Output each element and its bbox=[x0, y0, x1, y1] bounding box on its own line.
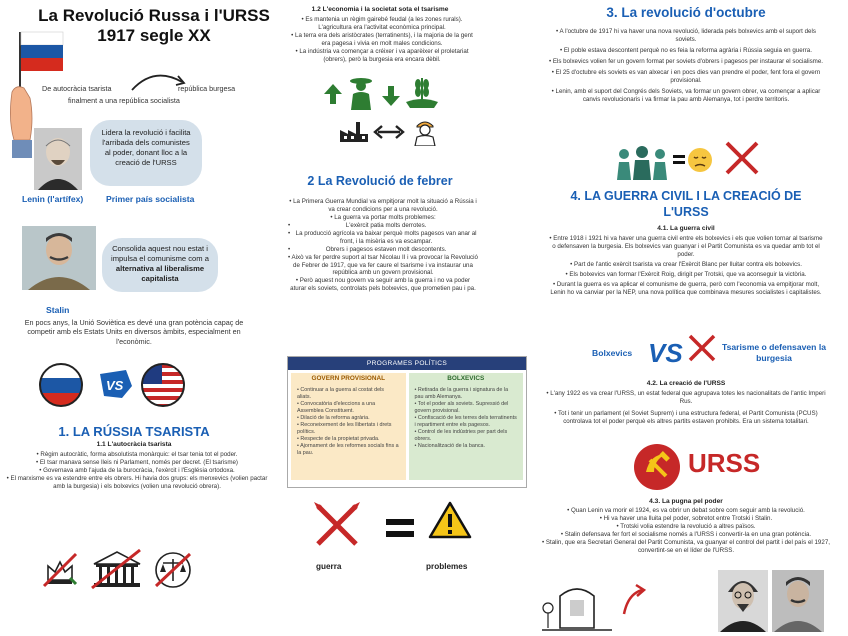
bullet-dot: • bbox=[288, 221, 291, 229]
table-column-provisional bbox=[291, 373, 406, 480]
warning-icon bbox=[428, 500, 472, 540]
section4-title bbox=[548, 188, 824, 221]
list-item: • Durant la guerra es va aplicar el comunisme de guerra, però com l'economia va empitjorar molt, Lenin ho va canviar per la NEP, una nova política que combinava mesures socialistes i capitalistes. bbox=[550, 280, 822, 296]
table-cell: • Nacionalització de la banca. bbox=[414, 443, 486, 450]
factory-icon bbox=[338, 118, 370, 144]
no-crown-icon bbox=[40, 550, 80, 590]
table-cell: • Reconeixement de les llibertats i drets polítics. bbox=[297, 422, 392, 436]
list-item bbox=[288, 230, 478, 246]
list-item: • La guerra va portar molts problemes: bbox=[330, 213, 436, 221]
table-cell: • Retirada de la guerra i signatura de la pau amb Alemanya. bbox=[414, 387, 509, 401]
problems-label: problemes bbox=[426, 562, 468, 571]
list-item: • La Primera Guerra Mundial va empitjorar molt la situació a Rússia i va crear condicions per a una revolució. bbox=[289, 198, 477, 213]
table-cell: • Continuar a la guerra al costat dels aliats. bbox=[297, 387, 384, 401]
table-cell: • Dilació de la reforma agrària. bbox=[297, 415, 370, 422]
crossed-rifles-icon bbox=[312, 500, 362, 550]
list-item: • Part de l'antic exèrcit tsarista va crear l'Exèrcit Blanc per lluitar contra els bolxevics. bbox=[570, 260, 802, 268]
list-item: • Els bolxevics van formar l'Exèrcit Roig, dirigit per Trotski, que va aconseguir la victòria. bbox=[565, 270, 807, 278]
list-item bbox=[288, 246, 478, 254]
list-item-text: Obrers i pagesos estaven molt descontents. bbox=[325, 245, 447, 253]
stalin-portrait bbox=[22, 226, 96, 290]
list-item: • La indústria va començar a créixer i va aparèixer el proletariat (obrers), però la burgesia era encara dèbil. bbox=[295, 47, 469, 63]
list-item: • Entre 1918 i 1921 hi va haver una guerra civil entre els bolxevics i els que volien tornar al tsarisme o defensaven la burgesia. Els bolxevics van guanyar i el Partit Comunista es va quedar amb tot el poder. bbox=[549, 235, 823, 258]
section43-bullets bbox=[540, 507, 832, 555]
hammer-sickle-icon bbox=[632, 442, 682, 492]
lenin-caption: Lenin (l'artífex) bbox=[22, 194, 84, 204]
list-item: • Stalin defensava fer fort el socialisme només a l'URSS i convertir-la en una gran potència. bbox=[560, 530, 812, 538]
list-item: • Hi va haver una lluita pel poder, sobretot entre Trotski i Stalin. bbox=[599, 514, 773, 522]
tsarism-label: Tsarisme o defensaven la burgesia bbox=[722, 342, 826, 364]
lenin-grave-icon bbox=[540, 578, 614, 632]
equals-icon bbox=[384, 516, 416, 540]
bullet-dot: • bbox=[288, 245, 291, 253]
down-arrow-icon bbox=[380, 84, 402, 108]
list-item: • Tot i tenir un parlament (el Soviet Suprem) i una estructura federal, el Partit Comunista (PCUS) controlava tot el poder perquè els altres partits estaven prohibits. Era un sistema totalitari. bbox=[554, 409, 818, 425]
crossed-rifles-icon bbox=[722, 138, 762, 178]
farmer-icon bbox=[346, 74, 376, 110]
section1-title: 1. LA RÚSSIA TSARISTA bbox=[58, 424, 210, 439]
list-item-text: L'exèrcit patia molts derrotes. bbox=[345, 221, 427, 229]
stalin-bubble bbox=[102, 238, 218, 292]
list-item: • La terra era dels aristòcrates (terratinents), i la majoria de la gent era pagesa i vivia en molt males condicions. bbox=[291, 31, 473, 47]
main-title-line1: La Revolució Russa i l'URSS bbox=[38, 6, 270, 25]
lenin-portrait bbox=[34, 128, 82, 190]
section1-bullets bbox=[4, 451, 270, 491]
arrow-icon bbox=[620, 582, 650, 618]
list-item bbox=[288, 222, 478, 230]
people-group-icon bbox=[614, 146, 670, 182]
vs-icon bbox=[96, 368, 136, 402]
no-justice-scale-icon bbox=[152, 550, 194, 590]
section1-subtitle: 1.1 L'autocràcia tsarista bbox=[96, 441, 172, 448]
section41-subtitle: 4.1. La guerra civil bbox=[657, 225, 715, 232]
section41-bullets bbox=[548, 235, 824, 297]
column-header: BOLXEVICS bbox=[447, 375, 485, 382]
vs-icon bbox=[646, 334, 684, 370]
list-item: • El poble estava descontent perquè no es feia la reforma agrària i Rússia seguia en guerra. bbox=[560, 46, 812, 54]
section42-subtitle: 4.2. La creació de l'URSS bbox=[646, 380, 726, 387]
crossed-rifles-icon bbox=[686, 332, 718, 364]
column-header: GOVERN PROVISIONAL bbox=[311, 375, 385, 382]
equals-icon bbox=[672, 152, 686, 166]
section3-bullets bbox=[548, 28, 824, 104]
table-column-bolsheviks bbox=[409, 373, 524, 480]
usa-flag-circle-icon bbox=[140, 362, 186, 408]
main-title-line2: 1917 segle XX bbox=[97, 25, 211, 45]
list-item: • Es mantenia un règim gairebé feudal (a les zones rurals). L'agricultura era l'activitat econòmica principal. bbox=[301, 16, 463, 31]
war-label: guerra bbox=[316, 562, 342, 571]
russia-flag-circle-icon bbox=[38, 362, 84, 408]
table-cell: • Tot el poder als soviets. Supressió del govern provisional. bbox=[414, 401, 509, 415]
up-arrow-icon bbox=[322, 82, 344, 106]
list-item: • A l'octubre de 1917 hi va haver una nova revolució, liderada pels bolxevics amb el suport dels soviets. bbox=[556, 28, 816, 43]
political-programs-table bbox=[287, 356, 527, 488]
section3-title: 3. La revolució d'octubre bbox=[606, 5, 766, 20]
table-cell: • Control de les indústries per part dels obrers. bbox=[414, 429, 508, 443]
wheat-hands-icon bbox=[404, 76, 440, 108]
table-title: PROGRAMES POLÍTICS bbox=[288, 357, 526, 370]
list-item: • Governava amb l'ajuda de la burocràcia, l'exèrcit i l'Església ortodoxa. bbox=[39, 466, 235, 474]
socialist-republic-label: finalment a una república socialista bbox=[68, 96, 180, 105]
table-cell: • Convocatòria d'eleccions a una Assemblea Constituent. bbox=[297, 401, 376, 415]
no-parliament-icon bbox=[90, 548, 144, 590]
bullet-dot: • bbox=[288, 229, 291, 237]
list-item-text: La producció agrícola va baixar perquè molts pagesos van anar al front, i la misèria es va escampar. bbox=[295, 229, 477, 245]
list-item: • El 25 d'octubre els soviets es van alxecar i en pocs dies van prendre el poder, fent fora el govern provisional. bbox=[551, 68, 821, 84]
list-item: • El marxisme es va estendre entre els obrers. Hi havia dos grups: els menxevics (volien pactar amb la burgesia) i els bolxevics (volien una revolució obrera). bbox=[6, 474, 268, 490]
list-item: • Els bolxevics volien fer un govern format per soviets d'obrers i pagesos per instaurar el socialisme. bbox=[548, 57, 823, 65]
table-cell: • Respecte de la propietat privada. bbox=[297, 436, 380, 443]
list-item: • Això va fer perdre suport al tsar Nicolau II i va provocar la Revolució de Febrer de 1917, que va fer caure el tsarisme i va instaurar una república amb un govern provisional. bbox=[288, 253, 478, 277]
autocracy-label: De autocràcia tsarista bbox=[42, 84, 112, 93]
list-item: • Quan Lenin va morir el 1924, es va obrir un debat sobre com seguir amb la revolució. bbox=[567, 507, 805, 514]
trotsky-portrait bbox=[718, 570, 768, 632]
stalin-bubble-bold: alternativa al liberalisme capitalista bbox=[115, 264, 205, 284]
list-item: • Règim autocràtic, forma absolutista monàrquic: el tsar tenia tot el poder. bbox=[36, 451, 238, 458]
list-item: • Stalin, que era Secretari General del Partit Comunista, va guanyar el control del partit i del país el 1927, convertint-se en el líder de l'URSS. bbox=[542, 538, 830, 554]
section12-title: 1.2 L'economia i la societat sota el tsarisme bbox=[311, 6, 449, 13]
list-item: • Però aquest nou govern va seguir amb la guerra i no va poder aturar els soviets, controlats pels bolxevics, que prometien pau i pa. bbox=[290, 277, 476, 293]
list-item: • Trotski volia estendre la revolució a altres països. bbox=[616, 522, 756, 530]
worker-icon bbox=[410, 116, 440, 146]
double-arrow-icon bbox=[372, 122, 406, 142]
section42-bullets bbox=[540, 390, 832, 426]
table-cell: • Ajornament de les reformes socials fins a la pau. bbox=[297, 443, 399, 457]
vs-text: VS bbox=[106, 378, 124, 393]
list-item: • L'any 1922 es va crear l'URSS, un estat federal que agrupava totes les nacionalitats de l'antic Imperi Rus. bbox=[546, 390, 826, 405]
section2-title: 2 La Revolució de febrer bbox=[307, 174, 453, 188]
column-items bbox=[409, 384, 524, 453]
section4-title-line1: 4. LA GUERRA CIVIL I LA CREACIÓ DE bbox=[570, 189, 802, 203]
stalin-bubble-text: Consolida aquest nou estat i impulsa el comunisme com a bbox=[111, 244, 209, 264]
section2-bullets bbox=[288, 198, 478, 293]
section43-subtitle: 4.3. La pugna pel poder bbox=[649, 498, 723, 505]
section12-bullets bbox=[286, 16, 478, 64]
list-item: • El tsar manava sense lleis ni Parlament, només per decret. (El tsarisme) bbox=[36, 458, 238, 466]
sad-face-icon bbox=[686, 146, 714, 174]
table-body bbox=[288, 370, 526, 483]
list-item: • Lenin, amb el suport del Congrés dels Soviets, va formar un govern obrer, va començar a aplicar canvis revolucionaris i va firmar la pau amb Alemanya, tot i perdre territoris. bbox=[551, 87, 821, 103]
stalin-text: En pocs anys, la Unió Soviètica es devé una gran potència capaç de competir amb els Estats Units en diversos àmbits, especialment en l'econòmic. bbox=[24, 318, 244, 346]
stalin-portrait bbox=[772, 570, 824, 632]
lenin-bubble: Lidera la revolució i facilita l'arribada dels comunistes al poder, donant lloc a la creació de l'URSS bbox=[90, 120, 202, 186]
stalin-caption: Stalin bbox=[46, 305, 70, 315]
lenin-subcaption: Primer país socialista bbox=[106, 194, 195, 204]
urss-label: URSS bbox=[688, 448, 761, 478]
vs-text: VS bbox=[648, 338, 683, 368]
column-items bbox=[291, 384, 406, 460]
section4-title-line2: L'URSS bbox=[663, 205, 709, 220]
bolsheviks-label: Bolxevics bbox=[592, 348, 633, 358]
table-cell: • Confiscació de les terres dels terratinents i repartiment entre els pagesos. bbox=[414, 415, 517, 429]
bourgeois-republic-label: república burgesa bbox=[178, 84, 236, 93]
